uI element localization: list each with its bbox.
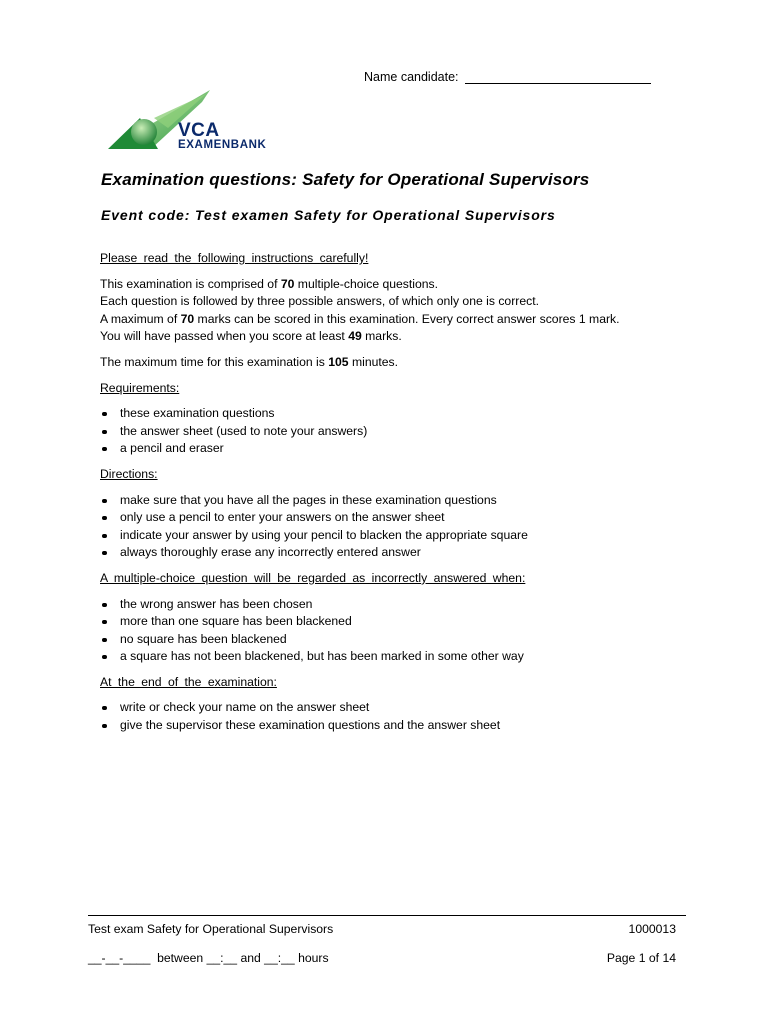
instructions-heading: Please read the following instructions carefully! bbox=[100, 251, 369, 265]
max-minutes: 105 bbox=[328, 354, 349, 369]
requirements-heading: Requirements: bbox=[100, 380, 180, 395]
footer-date-line: __-__-____ between __:__ and __:__ hours bbox=[88, 951, 329, 965]
list-item: these examination questions bbox=[100, 405, 700, 423]
footer-code: 1000013 bbox=[628, 922, 676, 936]
pass-marks: 49 bbox=[348, 329, 362, 344]
footer-divider bbox=[88, 915, 686, 916]
list-item: more than one square has been blackened bbox=[100, 613, 700, 631]
list-item: a pencil and eraser bbox=[100, 440, 700, 458]
footer-row-2 bbox=[88, 951, 676, 965]
intro-text: multiple-choice questions. bbox=[294, 276, 439, 291]
intro-text: You will have passed when you score at least bbox=[100, 329, 349, 344]
footer-row-1 bbox=[88, 922, 676, 936]
max-marks: 70 bbox=[180, 311, 195, 326]
list-item: only use a pencil to enter your answers on the answer sheet bbox=[100, 509, 700, 527]
list-item: give the supervisor these examination questions and the answer sheet bbox=[100, 717, 700, 735]
page-title: Examination questions: Safety for Operational Supervisors bbox=[101, 170, 590, 189]
list-item: the answer sheet (used to note your answers) bbox=[100, 423, 700, 441]
footer-exam-name: Test exam Safety for Operational Supervisors bbox=[88, 922, 334, 936]
list-item: no square has been blackened bbox=[100, 631, 700, 649]
directions-heading: Directions: bbox=[100, 466, 158, 481]
list-item: always thoroughly erase any incorrectly entered answer bbox=[100, 544, 700, 562]
end-heading: At the end of the examination: bbox=[100, 674, 277, 689]
intro-paragraph bbox=[100, 276, 700, 346]
time-paragraph bbox=[100, 354, 700, 372]
footer-page-number: Page 1 of 14 bbox=[606, 951, 676, 965]
intro-text: marks can be scored in this examination. Every correct answer scores 1 mark. bbox=[194, 311, 620, 326]
instructions-body bbox=[100, 250, 700, 743]
intro-text: Each question is followed by three possible answers, of which only one is correct. bbox=[100, 294, 539, 309]
event-code: Event code: Test examen Safety for Operational Supervisors bbox=[101, 207, 556, 223]
intro-text: marks. bbox=[361, 329, 402, 344]
incorrect-list bbox=[100, 596, 700, 666]
requirements-list bbox=[100, 405, 700, 458]
list-item: make sure that you have all the pages in these examination questions bbox=[100, 492, 700, 510]
list-item: the wrong answer has been chosen bbox=[100, 596, 700, 614]
intro-text: This examination is comprised of bbox=[100, 276, 281, 291]
logo-text-vca: VCA bbox=[178, 120, 220, 141]
name-candidate-label: Name candidate: bbox=[364, 70, 459, 84]
question-count: 70 bbox=[280, 276, 295, 291]
vca-logo bbox=[106, 88, 276, 154]
end-list bbox=[100, 699, 700, 734]
list-item: indicate your answer by using your pencil to blacken the appropriate square bbox=[100, 527, 700, 545]
incorrect-heading: A multiple-choice question will be regarded as incorrectly answered when: bbox=[100, 570, 526, 585]
intro-text: A maximum of bbox=[100, 311, 181, 326]
directions-list bbox=[100, 492, 700, 562]
name-candidate-line bbox=[465, 70, 651, 84]
logo-text-examenbank: EXAMENBANK bbox=[178, 139, 267, 151]
list-item: write or check your name on the answer sheet bbox=[100, 699, 700, 717]
list-item: a square has not been blackened, but has been marked in some other way bbox=[100, 648, 700, 666]
time-text: minutes. bbox=[348, 354, 399, 369]
time-text: The maximum time for this examination is bbox=[100, 354, 329, 369]
name-candidate-row bbox=[364, 70, 651, 84]
